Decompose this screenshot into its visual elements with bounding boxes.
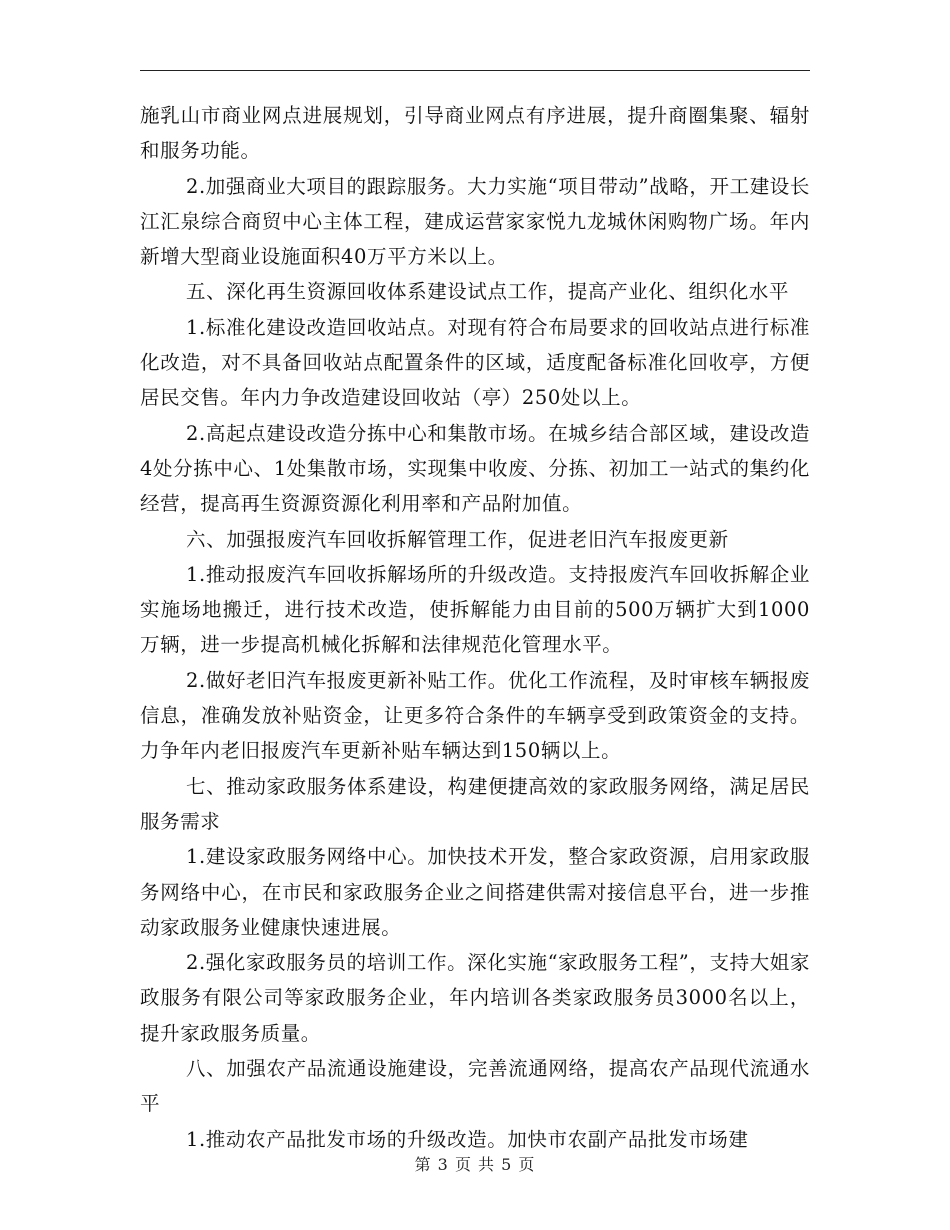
paragraph: 1.建设家政服务网络中心。加快技术开发，整合家政资源，启用家政服务网络中心，在市民和家政服务企业之间搭建供需对接信息平台，进一步推动家政服务业健康快速进展。 — [140, 845, 810, 939]
section-heading: 七、推动家政服务体系建设，构建便捷高效的家政服务网络，满足居民服务需求 — [140, 774, 810, 833]
paragraph: 施乳山市商业网点进展规划，引导商业网点有序进展，提升商圈集聚、辐射和服务功能。 — [140, 104, 810, 163]
section-heading: 八、加强农产品流通设施建设，完善流通网络，提高农产品现代流通水平 — [140, 1057, 810, 1116]
paragraph: 1.推动农产品批发市场的升级改造。加快市农副产品批发市场建 — [186, 1127, 749, 1151]
paragraph: 2.高起点建设改造分拣中心和集散市场。在城乡结合部区域，建设改造4处分拣中心、1处集散市场，实现集中收废、分拣、初加工一站式的集约化经营，提高再生资源资源化利用率和产品附加值。 — [140, 421, 810, 516]
section-heading: 六、加强报废汽车回收拆解管理工作，促进老旧汽车报废更新 — [186, 527, 729, 551]
paragraph: 2.强化家政服务员的培训工作。深化实施“家政服务工程”，支持大姐家政服务有限公司等家政服务企业，年内培训各类家政服务员3000名以上，提升家政服务质量。 — [140, 951, 810, 1045]
page-number: 第 3 页 共 5 页 — [414, 1155, 536, 1174]
header-rule — [140, 70, 810, 71]
paragraph: 2.加强商业大项目的跟踪服务。大力实施“项目带动”战略，开工建设长江汇泉综合商贸中心主体工程，建成运营家家悦九龙城休闲购物广场。年内新增大型商业设施面积40万平方米以上。 — [140, 174, 810, 269]
document-body — [140, 98, 810, 1157]
paragraph: 1.推动报废汽车回收拆解场所的升级改造。支持报废汽车回收拆解企业实施场地搬迁，进行技术改造，使拆解能力由目前的500万辆扩大到1000万辆，进一步提高机械化拆解和法律规范化管理水平。 — [140, 562, 810, 657]
paragraph: 1.标准化建设改造回收站点。对现有符合布局要求的回收站点进行标准化改造，对不具备回收站点配置条件的区域，适度配备标准化回收亭，方便居民交售。年内力争改造建设回收站（亭）250处以上。 — [140, 315, 810, 410]
section-heading: 五、深化再生资源回收体系建设试点工作，提高产业化、组织化水平 — [186, 280, 790, 304]
paragraph: 2.做好老旧汽车报废更新补贴工作。优化工作流程，及时审核车辆报废信息，准确发放补贴资金，让更多符合条件的车辆享受到政策资金的支持。力争年内老旧报废汽车更新补贴车辆达到150辆以上。 — [140, 668, 810, 763]
